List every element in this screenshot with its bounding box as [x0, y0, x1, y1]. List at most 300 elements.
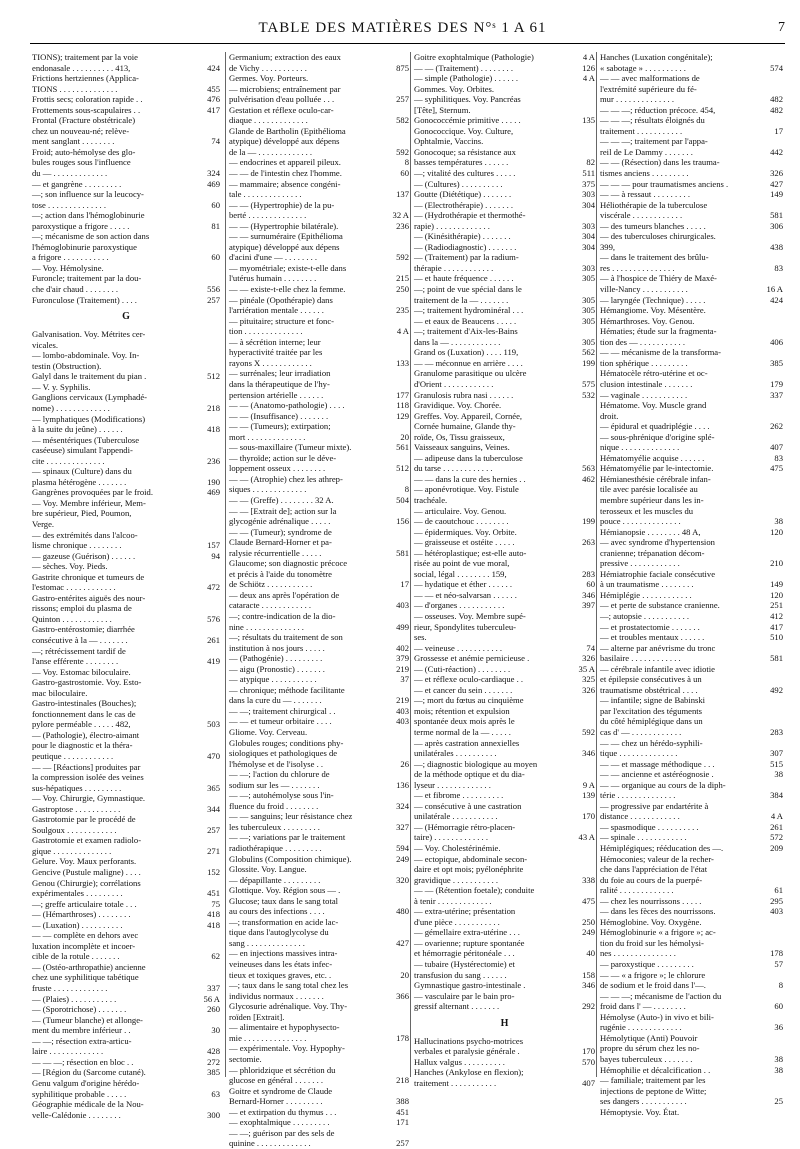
entry-text: —; greffe articulaire totale . . .: [32, 898, 137, 909]
index-entry: [600, 1065, 783, 1076]
entry-text: Hémoglobine. Voy. Oxygène.: [600, 916, 702, 927]
entry-text: Verge.: [32, 518, 55, 529]
entry-text: Glande de Bartholin (Epithélioma: [229, 125, 346, 136]
entry-text: Greffes. Voy. Appareil, Cornée,: [414, 410, 523, 421]
index-entry: [600, 875, 783, 886]
index-entry: [229, 1054, 409, 1065]
entry-page: 26: [400, 758, 409, 769]
entry-text: — microbiens; entraînement par: [229, 83, 341, 94]
index-entry: [414, 590, 595, 601]
index-entry: [32, 804, 220, 815]
entry-text: Hémangiome. Voy. Mésentère.: [600, 305, 706, 316]
entry-text: traumatisme obstétrical . . . .: [600, 684, 698, 695]
index-entry: [32, 1057, 220, 1068]
entry-text: de la — . . . . . . . . . . . . .: [229, 146, 313, 157]
index-entry: [414, 864, 595, 875]
entry-text: l'arriération mentale . . . . . .: [229, 305, 324, 316]
index-entry: [414, 748, 595, 759]
entry-text: — tubaire (Hystérectomie) et: [414, 959, 515, 970]
entry-text: « sabotage » . . . . . . . . . .: [600, 62, 686, 73]
entry-text: pertension artérielle . . . . . .: [229, 389, 324, 400]
entry-page: 384: [770, 790, 783, 801]
entry-text: — atypique . . . . . . . . . . .: [229, 674, 317, 685]
entry-text: Gastrotomie par le procédé de: [32, 814, 136, 825]
index-entry: [600, 558, 783, 569]
entry-page: 8: [404, 484, 409, 495]
entry-page: 38: [774, 769, 783, 780]
index-entry: [600, 126, 783, 137]
entry-text: — (Pathogénie) . . . . . . . . .: [229, 653, 323, 664]
entry-text: ralité . . . . . . . . . . . . .: [600, 885, 674, 896]
entry-text: — — et tumeur orbitaire . . . .: [229, 716, 332, 727]
index-entry: [32, 382, 220, 393]
entry-text: Gestation et réflexe oculo-car-: [229, 104, 334, 115]
entry-text: —; résultats du traitement de son: [229, 632, 343, 643]
index-entry: [600, 970, 783, 981]
index-entry: [229, 780, 409, 791]
entry-text: propre du sérum chez les no-: [600, 1043, 700, 1054]
index-entry: [32, 403, 220, 414]
index-entry: [229, 147, 409, 158]
index-entry: [600, 136, 783, 147]
entry-text: dans la thérapeutique de l'hy-: [229, 378, 330, 389]
entry-text: —; contre-indication de la dio-: [229, 610, 336, 621]
index-entry: [229, 1033, 409, 1044]
entry-page: 9 A: [582, 779, 595, 790]
entry-page: 512: [396, 463, 409, 474]
entry-page: 575: [582, 378, 595, 389]
entry-text: l'anse efférente . . . . . . . .: [32, 656, 119, 667]
entry-text: — — (Tumeurs); extirpation;: [229, 421, 331, 432]
index-entry: [600, 337, 783, 348]
index-entry: [600, 432, 783, 443]
entry-text: Granulome parasitique ou ulcère: [414, 368, 527, 379]
entry-text: à la suite du jeûne) . . . . . .: [32, 424, 123, 435]
entry-text: Frottements sous-scapulaires . .: [32, 104, 141, 115]
index-entry: [600, 632, 783, 643]
entry-text: Hanches (Ankylose en flexion);: [414, 1067, 524, 1078]
index-entry: [414, 411, 595, 422]
entry-page: 375: [582, 178, 595, 189]
index-entry: [229, 157, 409, 168]
entry-page: 304: [582, 241, 595, 252]
index-entry: [600, 1043, 783, 1054]
entry-text: testin (Obstruction).: [32, 360, 102, 371]
index-entry: [32, 856, 220, 867]
entry-text: Gastrite chronique et tumeurs de: [32, 571, 145, 582]
index-entry: [32, 456, 220, 467]
entry-page: 574: [770, 62, 783, 73]
entry-text: — —; guérison par des sels de: [229, 1127, 335, 1138]
entry-page: 4 A: [396, 326, 409, 337]
entry-text: — et cancer du sein . . . . . . .: [414, 684, 513, 695]
index-entry: [229, 368, 409, 379]
entry-text: pulvérisation d'eau polluée . . .: [229, 94, 335, 105]
index-entry: [32, 1089, 220, 1100]
entry-page: 403: [396, 705, 409, 716]
entry-text: tion du froid sur les hémolysi-: [600, 937, 704, 948]
entry-text: — et fibrome . . . . . . . . . .: [414, 790, 504, 801]
entry-text: — sous-maxillaire (Tumeur mixte).: [229, 442, 352, 453]
index-entry: [32, 263, 220, 274]
index-entry: [414, 558, 595, 569]
entry-text: endonasale . . . . . . . . . . 413,: [32, 62, 131, 73]
index-entry: [600, 822, 783, 833]
entry-page: 178: [396, 1032, 409, 1043]
index-entry: [32, 656, 220, 667]
entry-text: tique . . . . . . . . . . . . . .: [600, 748, 678, 759]
entry-text: — — dans la cure des hernies . .: [414, 473, 526, 484]
entry-page: 36: [774, 1022, 783, 1033]
entry-text: Genu valgum d'origine hérédo-: [32, 1077, 140, 1088]
index-entry: [229, 695, 409, 706]
index-entry: [32, 63, 220, 74]
entry-text: Hémophilie et décalcification . .: [600, 1064, 711, 1075]
entry-text: Germanium; extraction des eaux: [229, 52, 341, 62]
entry-text: — — —; réduction précoce. 454,: [600, 104, 716, 115]
index-entry: [229, 136, 409, 147]
index-entry: [229, 569, 409, 580]
entry-page: 257: [207, 824, 220, 835]
entry-text: — — à ressaut . . . . . . . . .: [600, 189, 690, 200]
index-entry: [600, 421, 783, 432]
entry-page: 365: [207, 782, 220, 793]
entry-text: mie . . . . . . . . . . . . . . .: [229, 1032, 307, 1043]
entry-text: membre supérieur dans les in-: [600, 494, 704, 505]
index-entry: [600, 358, 783, 369]
entry-text: de Schiötz . . . . . . . . . . .: [229, 579, 313, 590]
entry-text: terosseux et les muscles du: [600, 505, 694, 516]
entry-text: — veineuse . . . . . . . . . . .: [414, 642, 503, 653]
entry-page: 126: [582, 62, 595, 73]
index-entry: [600, 495, 783, 506]
entry-text: — — (Résection) dans les trauma-: [600, 157, 720, 168]
index-entry: [600, 527, 783, 538]
index-entry: [600, 896, 783, 907]
entry-text: — et prostatectomie . . . . . . .: [600, 621, 700, 632]
entry-page: 215: [396, 273, 409, 284]
entry-text: — (Plaies) . . . . . . . . . . .: [32, 993, 117, 1004]
index-entry: [32, 962, 220, 973]
entry-page: 307: [770, 748, 783, 759]
entry-text: — spinale . . . . . . . . . . . .: [600, 832, 687, 843]
index-entry: [414, 1078, 595, 1089]
entry-page: 236: [207, 455, 220, 466]
index-entry: [229, 579, 409, 590]
entry-text: rissons; emploi du plasma de: [32, 603, 132, 614]
index-entry: [414, 653, 595, 664]
index-entry: [414, 1036, 595, 1047]
entry-text: bayes tuberculeux . . . . . . .: [600, 1053, 693, 1064]
entry-text: — thyroïde; action sur le déve-: [229, 452, 337, 463]
entry-text: — d'organes . . . . . . . . . . .: [414, 600, 505, 611]
entry-page: 83: [774, 452, 783, 463]
entry-text: — — (Greffe) . . . . . . . . 32 A.: [229, 494, 334, 505]
entry-text: — (Tumeur blanche) et allonge-: [32, 1014, 143, 1025]
entry-page: 30: [211, 1025, 220, 1036]
index-entry: [32, 635, 220, 646]
entry-text: tose . . . . . . . . . . . . . .: [32, 199, 106, 210]
entry-text: viscérale . . . . . . . . . . . .: [600, 210, 683, 221]
entry-page: 875: [396, 62, 409, 73]
entry-page: 572: [770, 832, 783, 843]
index-entry: [32, 1099, 220, 1110]
entry-text: velle-Calédonie . . . . . . . .: [32, 1109, 121, 1120]
entry-page: 305: [582, 294, 595, 305]
entry-page: 60: [211, 199, 220, 210]
entry-text: sodium sur les — . . . . . . .: [229, 779, 320, 790]
index-entry: [414, 569, 595, 580]
entry-text: — (Cultures) . . . . . . . . . .: [414, 178, 503, 189]
entry-page: 25: [774, 1096, 783, 1107]
index-entry: [600, 506, 783, 517]
entry-text: tismes anciens . . . . . . . . .: [600, 168, 689, 179]
index-entry: [414, 400, 595, 411]
entry-text: droit.: [600, 410, 619, 421]
entry-text: Gastroptose . . . . . . . . . . .: [32, 803, 121, 814]
index-entry: [32, 445, 220, 456]
entry-page: 337: [770, 389, 783, 400]
entry-text: —; mort du fœtus au cinquième: [414, 695, 524, 706]
index-entry: [229, 506, 409, 517]
entry-page: 419: [207, 656, 220, 667]
index-entry: [229, 1096, 409, 1107]
entry-page: 305: [582, 273, 595, 284]
index-entry: [229, 653, 409, 664]
running-title: TABLE DES MATIÈRES DES N°ˢ 1 A 61: [258, 20, 547, 36]
entry-text: — chronique; méthode facilitante: [229, 684, 345, 695]
index-entry: [229, 168, 409, 179]
entry-page: 149: [770, 189, 783, 200]
index-entry: [32, 466, 220, 477]
entry-page: 403: [396, 716, 409, 727]
entry-page: 61: [774, 885, 783, 896]
entry-text: Germes. Voy. Porteurs.: [229, 73, 309, 84]
index-entry: [229, 875, 409, 886]
entry-page: 338: [582, 874, 595, 885]
entry-text: — — méconnue en arrière . . . .: [414, 357, 523, 368]
index-entry: [414, 231, 595, 242]
index-entry: [32, 951, 220, 962]
index-entry: [229, 843, 409, 854]
index-entry: [229, 854, 409, 865]
index-entry: [229, 600, 409, 611]
index-entry: [600, 411, 783, 422]
entry-text: TIONS . . . . . . . . . . . . . .: [32, 83, 118, 94]
entry-text: — (Sporotrichose) . . . . . . .: [32, 1004, 127, 1015]
entry-page: 303: [582, 262, 595, 273]
index-entry: [32, 210, 220, 221]
index-entry: [229, 832, 409, 843]
index-entry: [229, 421, 409, 432]
entry-text: l'hémoglobinurie paroxystique: [32, 241, 137, 252]
entry-text: — dans le traitement des brûlu-: [600, 252, 709, 263]
index-entry: [32, 519, 220, 530]
entry-text: — — et néo-salvarsan . . . . . .: [414, 589, 517, 600]
entry-page: 418: [207, 919, 220, 930]
entry-page: 199: [582, 516, 595, 527]
index-entry: [600, 801, 783, 812]
entry-page: 136: [396, 779, 409, 790]
entry-text: Hémolyse (Auto-) in vivo et bili-: [600, 1011, 714, 1022]
entry-page: 218: [207, 402, 220, 413]
entry-page: 219: [396, 663, 409, 674]
entry-text: — —; autohémolyse sous l'in-: [229, 790, 334, 801]
entry-page: 403: [396, 600, 409, 611]
entry-page: 418: [207, 424, 220, 435]
index-entry: [32, 740, 220, 751]
index-entry: [600, 664, 783, 675]
index-entry: [229, 970, 409, 981]
index-entry: [229, 400, 409, 411]
entry-page: 60: [774, 1001, 783, 1012]
index-entry: [600, 1012, 783, 1023]
entry-text: — en injections massives intra-: [229, 948, 338, 959]
entry-text: Grossesse et anémie pernicieuse .: [414, 653, 530, 664]
entry-text: — pinéale (Opothérapie) dans: [229, 294, 333, 305]
entry-text: Glottique. Voy. Région sous — .: [229, 885, 341, 896]
index-entry: [414, 453, 595, 464]
index-entry: [414, 769, 595, 780]
index-entry: [600, 1096, 783, 1107]
entry-page: 427: [770, 178, 783, 189]
entry-page: 120: [770, 526, 783, 537]
entry-text: clusion intestinale . . . . . . .: [600, 378, 693, 389]
entry-text: — (Electrothérapie) . . . . . . .: [414, 199, 514, 210]
entry-page: 427: [396, 937, 409, 948]
entry-text: térie . . . . . . . . . . . . . .: [600, 790, 676, 801]
entry-text: ses dangers . . . . . . . . . . .: [600, 1096, 687, 1107]
index-entry: [414, 875, 595, 886]
entry-text: — épidermiques. Voy. Orbite.: [414, 526, 517, 537]
entry-text: — — (Rétention foetale); conduite: [414, 885, 535, 896]
index-entry: [229, 516, 409, 527]
entry-text: Bernard-Horner . . . . . . . . .: [229, 1096, 323, 1107]
entry-text: — avec syndrome d'hypertension: [600, 537, 715, 548]
entry-text: siologiques et pathologiques de: [229, 748, 338, 759]
entry-text: — — ancienne et astéréognosie .: [600, 769, 714, 780]
entry-page: 303: [582, 220, 595, 231]
entry-page: 40: [586, 948, 595, 959]
entry-text: Galvanisation. Voy. Métrites cer-: [32, 329, 146, 340]
index-entry: [414, 938, 595, 949]
index-entry: [414, 927, 595, 938]
entry-text: Glossite. Voy. Langue.: [229, 864, 307, 875]
index-entry: [600, 263, 783, 274]
section-letter: H: [500, 1017, 509, 1029]
index-entry: [414, 664, 595, 675]
index-entry: [414, 832, 595, 843]
entry-page: 379: [396, 653, 409, 664]
entry-page: 20: [400, 431, 409, 442]
entry-text: Gelure. Voy. Maux perforants.: [32, 856, 137, 867]
entry-page: 38: [774, 516, 783, 527]
entry-text: — osseuses. Voy. Membre supé-: [414, 610, 526, 621]
entry-page: 475: [770, 463, 783, 474]
index-entry: [32, 530, 220, 541]
entry-text: et épilepsie consécutives à un: [600, 674, 702, 685]
entry-text: gique . . . . . . . . . . . . . .: [32, 845, 112, 856]
index-entry: [414, 421, 595, 432]
entry-page: 283: [582, 568, 595, 579]
index-entry: [600, 1075, 783, 1086]
entry-page: 428: [207, 1046, 220, 1057]
index-entry: [414, 1046, 595, 1057]
index-entry: [600, 484, 783, 495]
entry-text: Hémoptysie. Voy. État.: [600, 1106, 680, 1117]
index-entry: [414, 168, 595, 179]
index-entry: [229, 337, 409, 348]
index-entry: [229, 474, 409, 485]
entry-page: 424: [207, 62, 220, 73]
entry-text: — — —; résection en bloc . .: [32, 1056, 134, 1067]
index-entry: [600, 948, 783, 959]
entry-page: 16 A: [766, 284, 783, 295]
entry-page: 417: [770, 621, 783, 632]
entry-page: 561: [396, 442, 409, 453]
entry-text: Hématomyélie acquise . . . . . .: [600, 452, 705, 463]
entry-text: — des extrémités dans l'alcoo-: [32, 529, 138, 540]
entry-text: atypique) développé aux dépens: [229, 136, 340, 147]
index-entry: [229, 991, 409, 1002]
index-entry: [229, 927, 409, 938]
entry-text: gravidique . . . . . . . . . . .: [414, 874, 499, 885]
index-entry: [229, 759, 409, 770]
index-entry: [600, 917, 783, 928]
entry-text: — de caoutchouc . . . . . . . .: [414, 516, 509, 527]
index-entry: [414, 337, 595, 348]
index-entry: [600, 537, 783, 548]
entry-text: —; autopsie . . . . . . . . . . .: [600, 610, 690, 621]
entry-text: Géographie médicale de la Nou-: [32, 1099, 144, 1110]
entry-text: nique . . . . . . . . . . . . . .: [600, 442, 680, 453]
index-entry: [600, 980, 783, 991]
entry-text: — (Hémarthroses) . . . . . . . .: [32, 909, 131, 920]
index-entry: [414, 273, 595, 284]
index-entry: [414, 780, 595, 791]
index-entry: [600, 516, 783, 527]
index-entry: [229, 316, 409, 327]
entry-text: —; action dans l'hémoglobinurie: [32, 210, 145, 221]
entry-text: et précis à l'aide du tonomètre: [229, 568, 332, 579]
entry-text: peutique . . . . . . . . . . . .: [32, 751, 114, 761]
index-entry: [414, 622, 595, 633]
entry-text: l'hémolyse et de l'isolyse . .: [229, 758, 324, 769]
index-entry: [414, 316, 595, 327]
entry-text: — simple (Pathologie) . . . . . .: [414, 73, 519, 84]
entry-text: — articulaire. Voy. Genou.: [414, 505, 507, 516]
index-entry: [32, 252, 220, 263]
index-entry: [229, 126, 409, 137]
entry-text: — des tumeurs blanches . . . . .: [600, 220, 706, 231]
entry-text: — paroxystique . . . . . . . . .: [600, 959, 694, 970]
entry-text: chez un nouveau-né; relève-: [32, 125, 130, 136]
entry-page: 295: [770, 895, 783, 906]
entry-page: 235: [396, 305, 409, 316]
entry-text: Hémoglobinurie « a frigore »; ac-: [600, 927, 716, 938]
index-entry: [32, 561, 220, 572]
index-entry: [32, 340, 220, 351]
entry-text: — familiale; traitement par les: [600, 1075, 706, 1086]
index-column-3: [410, 52, 595, 1088]
entry-text: —; son influence sur la leucocy-: [32, 189, 144, 200]
index-entry: [414, 801, 595, 812]
index-entry: [32, 157, 220, 168]
index-entry: [229, 896, 409, 907]
entry-text: fonctionnement dans le cas de: [32, 708, 136, 719]
entry-page: 4 A: [770, 811, 783, 822]
index-entry: [600, 790, 783, 801]
